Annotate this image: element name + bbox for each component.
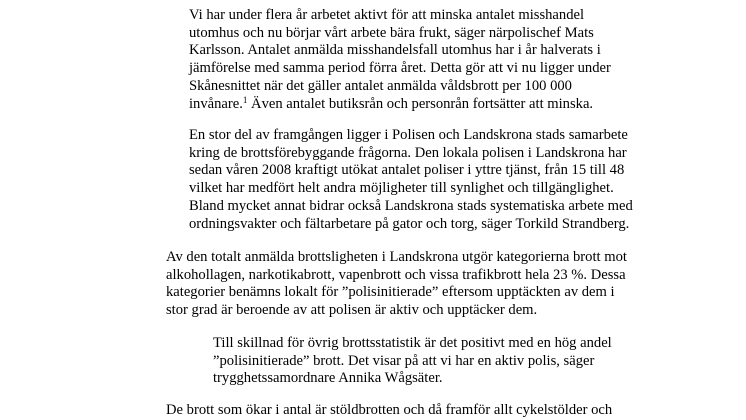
text-line: Av den totalt anmälda brottsligheten i Landskrona utgör kategorierna brott mot bbox=[166, 249, 627, 265]
text-line: Bland mycket annat bidrar också Landskrona stads systematiska arbete med bbox=[189, 197, 633, 214]
paragraph-quote-narpolischef bbox=[189, 7, 611, 113]
text-line-with-footnote bbox=[189, 96, 611, 114]
text-line: ordningsvakter och fältarbetare på gator och torg, säger Torkild Strandberg. bbox=[189, 215, 630, 232]
text-line: alkohollagen, narkotikabrott, vapenbrott och vissa trafikbrott hela 23 %. Dessa bbox=[166, 266, 626, 283]
paragraph-body-polisinitierade bbox=[166, 249, 627, 320]
text-line: ”polisinitierade” brott. Det visar på att vi har en aktiv polis, säger bbox=[213, 352, 595, 369]
text-line: Karlsson. Antalet anmälda misshandelsfall utomhus har i år halverats i bbox=[189, 42, 601, 59]
text-line: vilket har medfört helt andra möjligheter till synlighet och tillgänglighet. bbox=[189, 180, 614, 197]
text-line: trygghetssamordnare Annika Wågsäter. bbox=[213, 370, 443, 387]
text-line: kategorier benämns lokalt för ”polisinitierade” eftersom upptäckten av dem i bbox=[166, 284, 615, 301]
paragraph-quote-strandberg bbox=[189, 127, 633, 233]
text-line: Skånesnittet när det gäller antalet anmälda våldsbrott per 100 000 bbox=[189, 77, 572, 94]
text-line: De brott som ökar i antal är stöldbrotten och då framför allt cykelstölder och bbox=[166, 402, 613, 418]
text-line: Till skillnad för övrig brottsstatistik är det positivt med en hög andel bbox=[213, 335, 612, 351]
paragraph-quote-wagsater bbox=[213, 335, 612, 388]
text-segment: Även antalet butiksrån och personrån fortsätter att minska. bbox=[247, 95, 594, 112]
text-line: utomhus och nu börjar vårt arbete bära frukt, säger närpolischef Mats bbox=[189, 24, 594, 41]
text-line: jämförelse med samma period förra året. Detta gör att vi nu ligger under bbox=[189, 60, 611, 77]
text-line: kring de brottsförebyggande frågorna. Den lokala polisen i Landskrona har bbox=[189, 144, 627, 161]
text-line: sedan våren 2008 kraftigt utökat antalet poliser i yttre tjänst, från 15 till 48 bbox=[189, 162, 625, 179]
text-line: stor grad är beroende av att polisen är aktiv och upptäcker dem. bbox=[166, 302, 538, 319]
paragraph-body-stoldbrott bbox=[166, 402, 612, 420]
text-segment: invånare. bbox=[189, 95, 243, 112]
text-line: En stor del av framgången ligger i Polisen och Landskrona stads samarbete bbox=[189, 127, 628, 143]
text-line: Vi har under flera år arbetet aktivt för att minska antalet misshandel bbox=[189, 7, 585, 23]
footnote-marker[interactable]: 1 bbox=[242, 94, 248, 105]
